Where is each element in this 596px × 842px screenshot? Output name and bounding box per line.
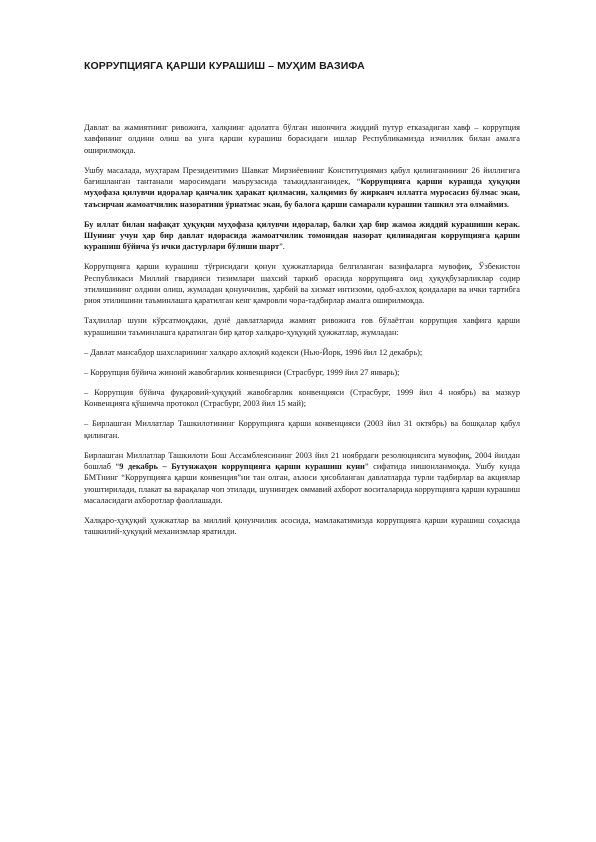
document-body: [84, 122, 520, 546]
paragraph: [84, 387, 520, 410]
paragraph: [84, 219, 520, 253]
paragraph: [84, 347, 520, 358]
paragraph: [84, 315, 520, 338]
text-run: ”.: [279, 242, 285, 252]
text-run: ” сифатида нишонланмоқда. Ушбу кунда БМТнинг “Коррупцияга қарши конвенция”ни тан олган, аъзоси ҳисобланган давлатларда турли тадбирлар ва акциялар уюштирилади, плакат ва варақалар чоп этилади, шунингдек оммавий ахборот воситаларида коррупцияга қарши курашиш масаласидаги ахборотлар фаоллашади.: [84, 462, 520, 505]
text-run: Халқаро-ҳуқуқий ҳужжатлар ва миллий қонунчилик асосида, мамлакатимизда коррупцияга қарши курашиш соҳасида ташкилий-ҳуқуқий механизмлар яратилди.: [84, 515, 520, 537]
bold-text-run: Бу иллат билан нафақат ҳуқуқни муҳофаза қилувчи идоралар, балки ҳар бир жамоа жиддий курашиши керак. Шунинг учун ҳар бир давлат идорасида жамоатчилик томонидан назорат қилинадиган коррупцияга қарши курашиш бўйича ўз ички дастурлари бўлиши шарт: [84, 219, 520, 252]
text-run: Таҳлиллар шуни кўрсатмоқдаки, дунё давлатларида жамият ривожига ғов бўлаётган коррупция хавфига қарши курашишни таъминлашга қаратилган бир қатор халқаро-ҳуқуқий ҳужжатлар, жумладан:: [84, 316, 520, 337]
paragraph: [84, 418, 520, 441]
paragraph: [84, 165, 520, 210]
paragraph: [84, 515, 520, 538]
text-run: Бирлашган Миллатлар Ташкилоти Бош Ассамблеясининг 2003 йил 21 ноябрдаги резолюциясига мувофиқ, 2004 йилдан бошлаб “: [84, 450, 520, 471]
text-run: Ушбу масалада, муҳтарам Президентимиз Шавкат Мирзиёевнинг Конституциямиз қабул қилинганининг 26 йиллигига бағишланган тантанали маросимдаги маърузасида таъкидланганидек, “: [84, 165, 520, 186]
bold-text-run: 9 декабрь – Бутунжаҳон коррупцияга қарши курашиш куни: [119, 462, 365, 471]
text-run: – Бирлашган Миллатлар Ташкилотининг Коррупцияга қарши конвенцияси (2003 йил 31 октябрь) ва бошқалар қабул қилинган.: [84, 419, 520, 440]
bold-text-run: Коррупцияга қарши курашда ҳуқуқни муҳофаза қилувчи идоралар қанчалик ҳаракат қилмасин, халқимиз бу жирканч иллатга муросасиз бўлмас экан, таъсирчан жамоатчилик назоратини ўрнатмас экан, бу балога қарши самарали курашни ташкил эта олмаймиз.: [84, 176, 520, 209]
paragraph: [84, 367, 520, 378]
paragraph: [84, 261, 520, 306]
paragraph: [84, 122, 520, 156]
text-run: – Давлат мансабдор шахсларининг халқаро ахлоқий кодекси (Нью-Йорк, 1996 йил 12 декабрь);: [84, 347, 423, 357]
text-run: Коррупцияга қарши курашиш тўғрисидаги қонун ҳужжатларида белгиланган вазифаларга мувофиқ, Ўзбекистон Республикаси Миллий гвардияси тизимлари шахсий таркиб орасида коррупцияга оид ҳуқуқбузарликлар содир этилишининг олдини олиш, жумладан қонунчилик, ҳарбий ва хизмат интизоми, одоб-ахлоқ қоидалари ва ички тартибга риоя этилишини таъминлашга қаратилган кенг қамровли чора-тадбирлар амалга оширилмоқда.: [84, 262, 520, 306]
paragraph: [84, 450, 520, 506]
document-title: КОРРУПЦИЯГА ҚАРШИ КУРАШИШ – МУҲИМ ВАЗИФА: [84, 60, 365, 72]
text-run: – Коррупция бўйича фуқаровий-ҳуқуқий жавобгарлик конвенцияси (Страсбург, 1999 йил 4 ноябрь) ва мазкур Конвенцияга қўшимча протокол (Страсбург, 2003 йил 15 май);: [84, 387, 520, 409]
text-run: Давлат ва жамиятнинг ривожига, халқнинг адолатга бўлган ишончига жиддий путур етказадиган хавф – коррупция хавфининг олдини олиш ва унга қарши курашиш борасидаги ишлар Республикамизда изчиллик билан амалга оширилмоқда.: [84, 123, 520, 155]
text-run: – Коррупция бўйича жиноий жавобгарлик конвенцияси (Страсбург, 1999 йил 27 январь);: [84, 367, 400, 377]
